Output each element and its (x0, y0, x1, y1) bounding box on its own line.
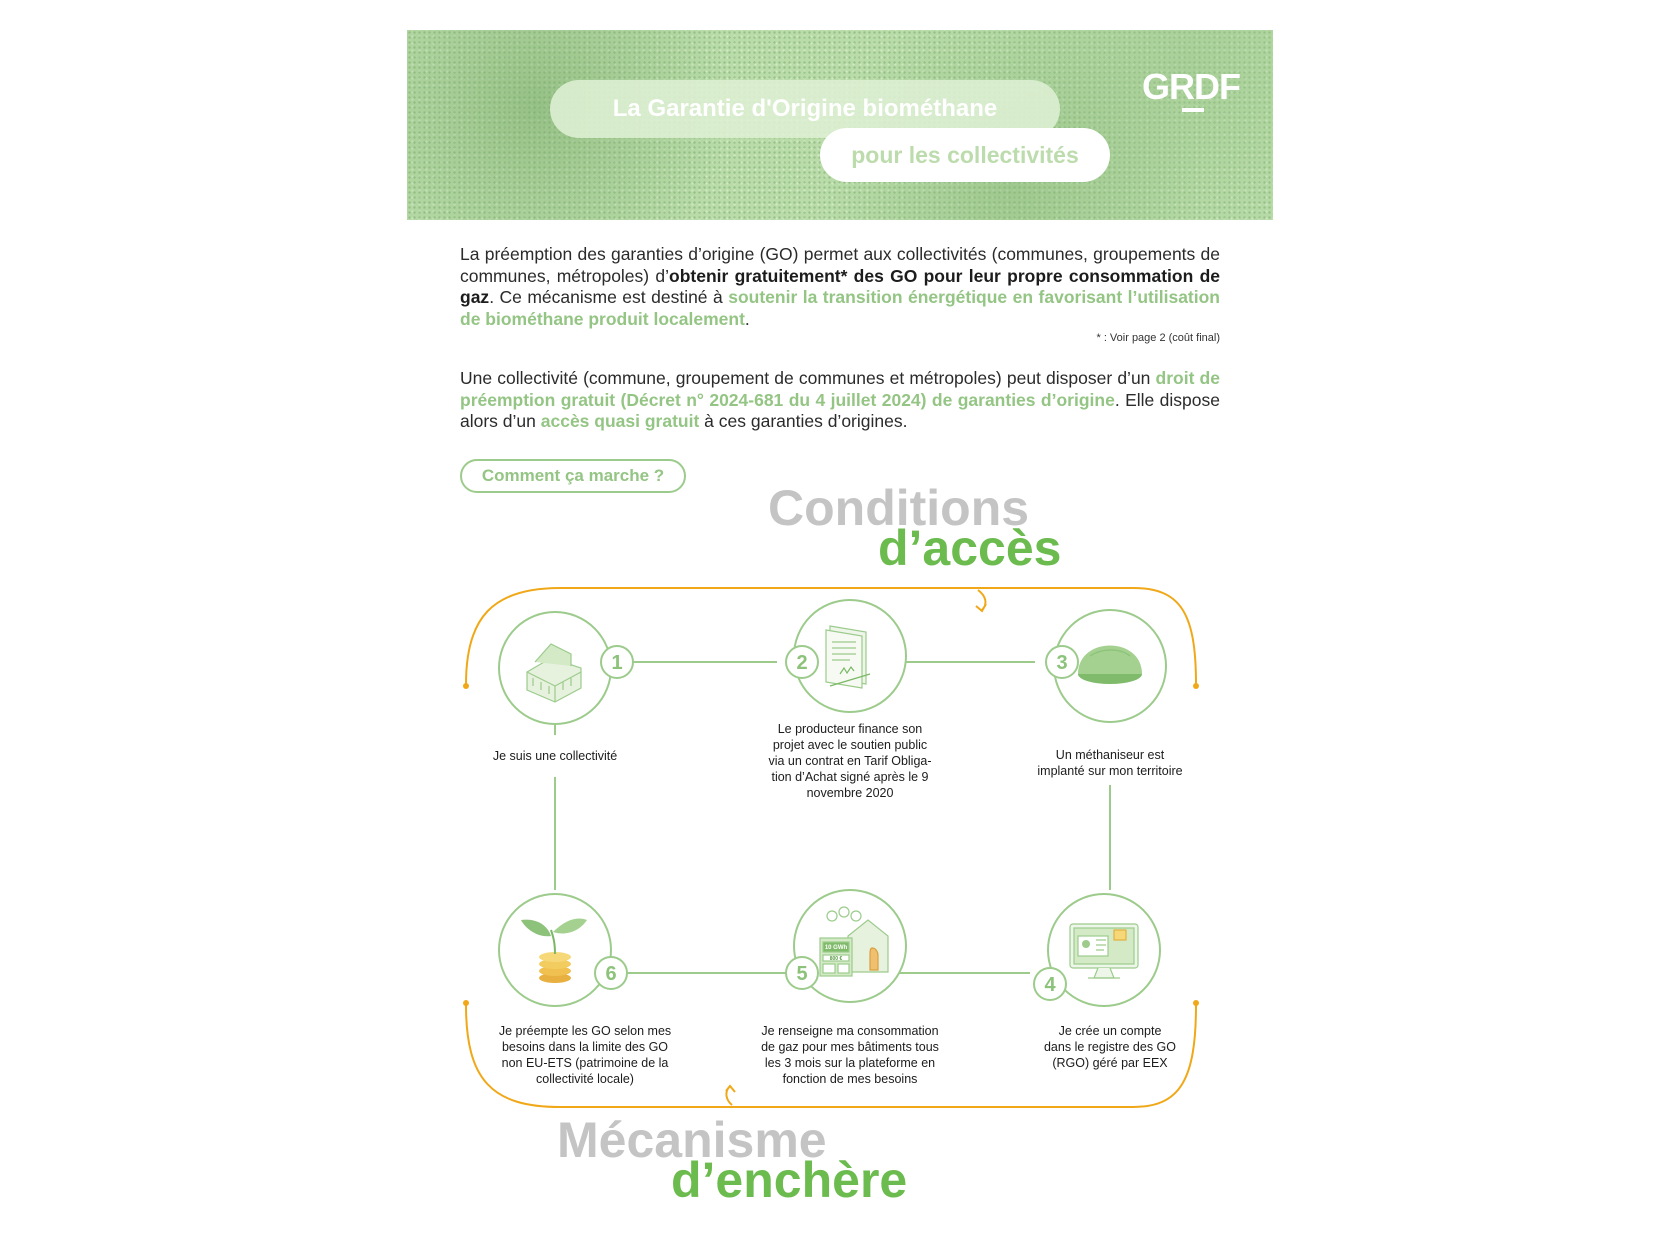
heading-acces: d’accès (878, 520, 1062, 576)
orange-arrow-bottom (726, 1086, 735, 1105)
header-subtitle: pour les collectivités (820, 128, 1110, 182)
header-title: La Garantie d'Origine biométhane (550, 80, 1060, 138)
step-2-caption: Le producteur finance son projet avec le soutien public via un contrat en Tarif Obliga- tion d’Achat signé après le 9 novembre 2020 (768, 722, 932, 800)
step-4-caption: Je crée un compte dans le registre des GO (RGO) géré par EEX (1043, 1024, 1176, 1070)
step-5 (786, 890, 906, 1002)
footnote: * : Voir page 2 (coût final) (1096, 332, 1220, 344)
intro-paragraph-1: La préemption des garanties d’origine (GO) permet aux collectivités (communes, groupements de communes, métropoles) d’obtenir gratuitement* des GO pour leur propre consommation de gaz. Ce mécanisme est destiné à soutenir la transition énergétique en favorisant l’utilisation de biométhane produit localement. (460, 244, 1220, 329)
step-number: 2 (796, 652, 808, 674)
grdf-logo: GRDF (1142, 66, 1240, 107)
step-number: 4 (1044, 974, 1056, 996)
step-3 (1046, 610, 1166, 722)
step-4 (1034, 894, 1160, 1006)
step-2 (786, 600, 906, 712)
heading-enchere: d’enchère (671, 1152, 908, 1208)
step-3-caption: Un méthaniseur est implanté sur mon territoire (1037, 748, 1183, 778)
step-number: 5 (796, 963, 808, 985)
heading-mecanisme: Mécanisme (557, 1112, 827, 1168)
how-it-works-button[interactable]: Comment ça marche ? (460, 459, 686, 493)
orange-dot (463, 683, 469, 689)
step-1 (499, 612, 633, 724)
step-number: 6 (605, 963, 617, 985)
gauge-label: 10 GWh (824, 945, 848, 951)
orange-dot (1193, 683, 1199, 689)
step-1-caption: Je suis une collectivité (492, 749, 618, 763)
step-6 (499, 894, 627, 1006)
step-number: 1 (611, 652, 623, 674)
step-5-caption: Je renseigne ma consommation de gaz pour mes bâtiments tous les 3 mois sur la plateforme en fonction de mes besoins (761, 1024, 939, 1086)
step-number: 3 (1056, 652, 1068, 674)
intro-paragraph-2: Une collectivité (commune, groupement de communes et métropoles) peut disposer d’un droit de préemption gratuit (Décret n° 2024-681 du 4 juillet 2024) de garanties d’origine. Elle dispose alors d’un accès quasi gratuit à ces garanties d’origines. (460, 368, 1221, 431)
orange-arrow-top (976, 590, 986, 611)
contract-icon (826, 626, 870, 688)
price-label: 800 € (829, 956, 843, 962)
orange-dot (463, 1000, 469, 1006)
step-6-caption: Je préempte les GO selon mes besoins dans la limite des GO non EU-ETS (patrimoine de la collectivité locale) (498, 1024, 672, 1086)
heading-conditions: Conditions (768, 480, 1030, 536)
orange-dot (1193, 1000, 1199, 1006)
